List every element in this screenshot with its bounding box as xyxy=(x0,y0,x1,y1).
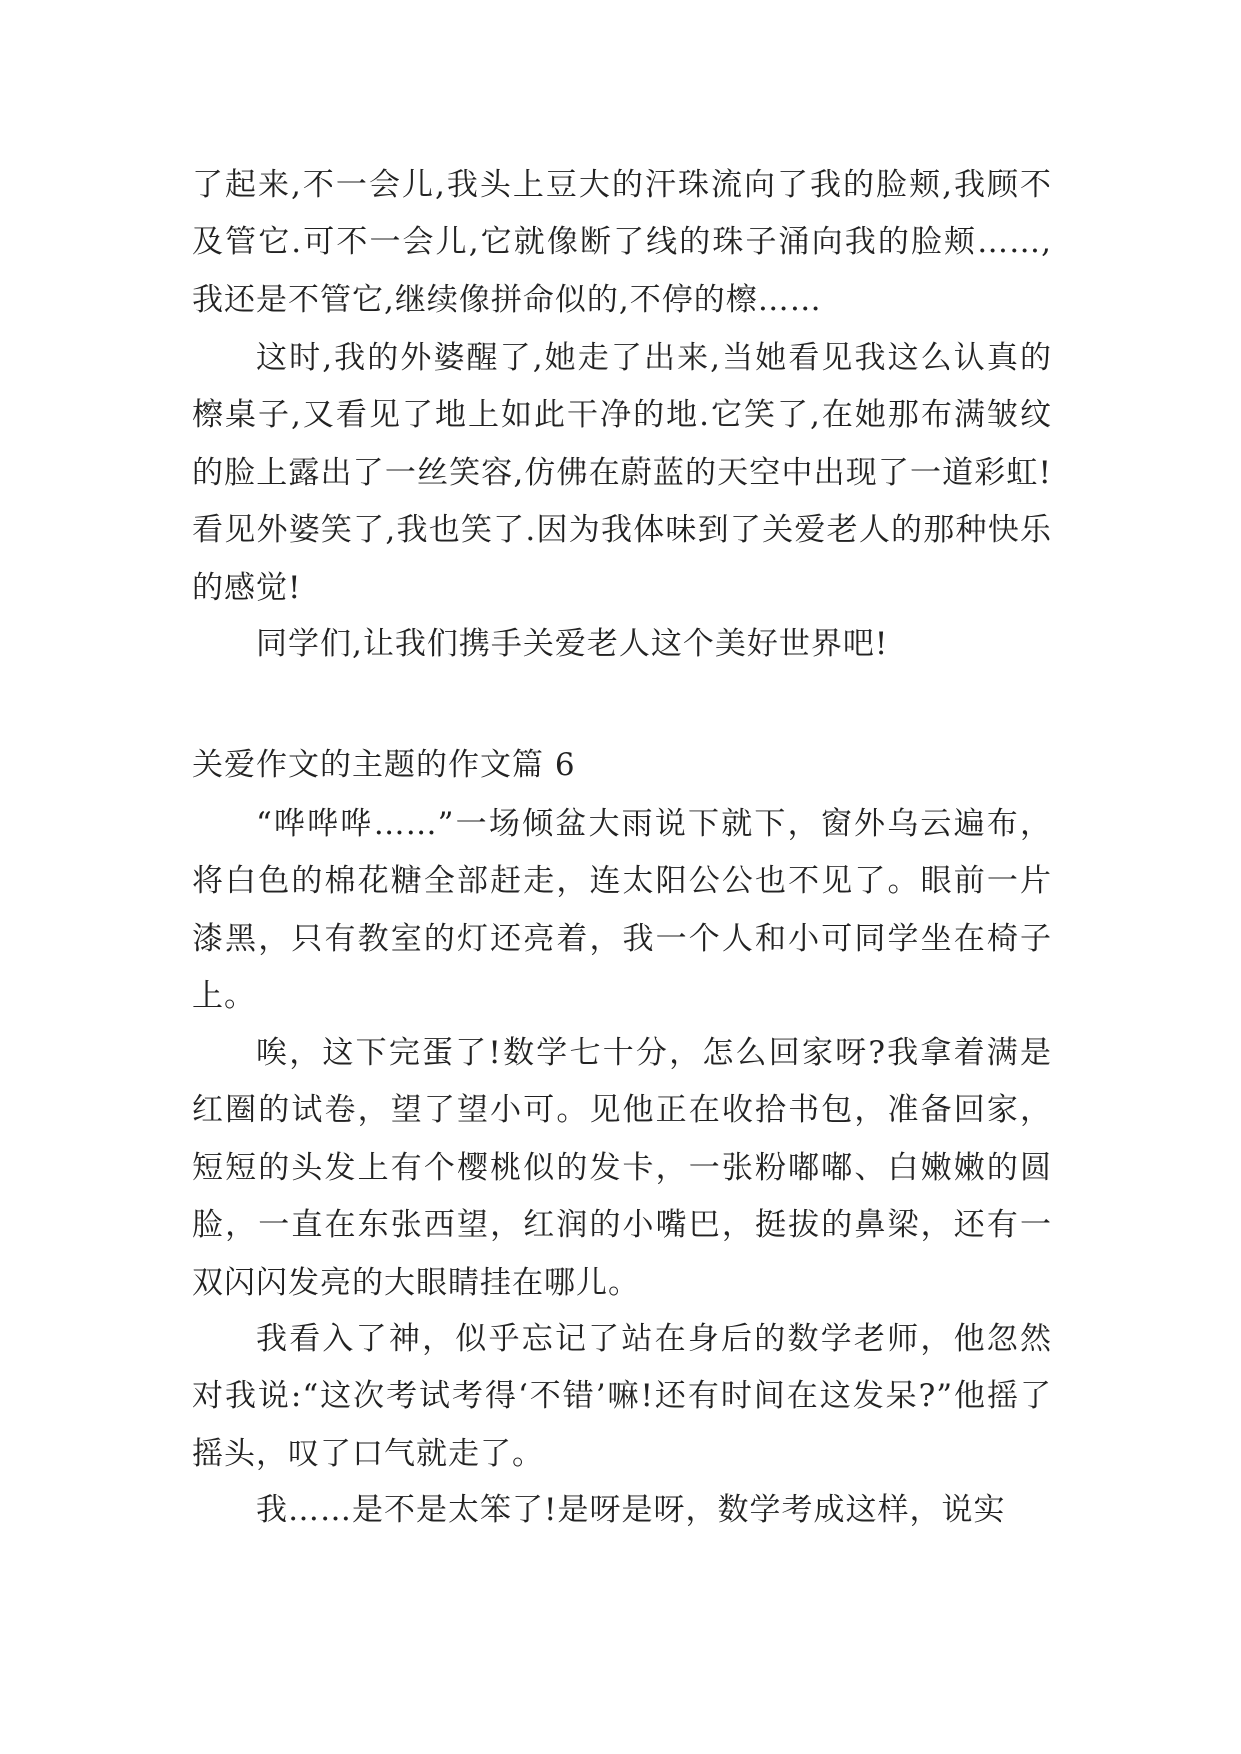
paragraph-3: 同学们,让我们携手关爱老人这个美好世界吧! xyxy=(256,626,889,662)
paragraph-4: “哗哗哗……”一场倾盆大雨说下就下，窗外乌云遍布，将白色的棉花糖全部赶走，连太阳公公也不见了。眼前一片漆黑，只有教室的灯还亮着，我一个人和小可同学坐在椅子上。 xyxy=(192,806,1052,1015)
paragraph-6: 我看入了神，似乎忘记了站在身后的数学老师，他忽然对我说:“这次考试考得‘不错’嘛!还有时间在这发呆?”他摇了摇头，叹了口气就走了。 xyxy=(192,1321,1052,1472)
paragraph-5: 唉，这下完蛋了!数学七十分，怎么回家呀?我拿着满是红圈的试卷，望了望小可。见他正在收拾书包，准备回家，短短的头发上有个樱桃似的发卡，一张粉嘟嘟、白嫩嫩的圆脸，一直在东张西望，红润的小嘴巴，挺拔的鼻梁，还有一双闪闪发亮的大眼睛挂在哪儿。 xyxy=(192,1035,1052,1301)
paragraph-2: 这时,我的外婆醒了,她走了出来,当她看见我这么认真的檫桌子,又看见了地上如此干净的地.它笑了,在她那布满皱纹的脸上露出了一丝笑容,仿佛在蔚蓝的天空中出现了一道彩虹!看见外婆笑了,我也笑了.因为我体味到了关爱老人的那种快乐的感觉! xyxy=(192,340,1052,606)
section-title: 关爱作文的主题的作文篇 6 xyxy=(192,747,576,783)
paragraph-7: 我……是不是太笨了!是呀是呀，数学考成这样，说实 xyxy=(256,1492,1006,1528)
paragraph-1: 了起来,不一会儿,我头上豆大的汗珠流向了我的脸颊,我顾不及管它.可不一会儿,它就像断了线的珠子涌向我的脸颊……,我还是不管它,继续像拼命似的,不停的檫…… xyxy=(192,167,1052,318)
